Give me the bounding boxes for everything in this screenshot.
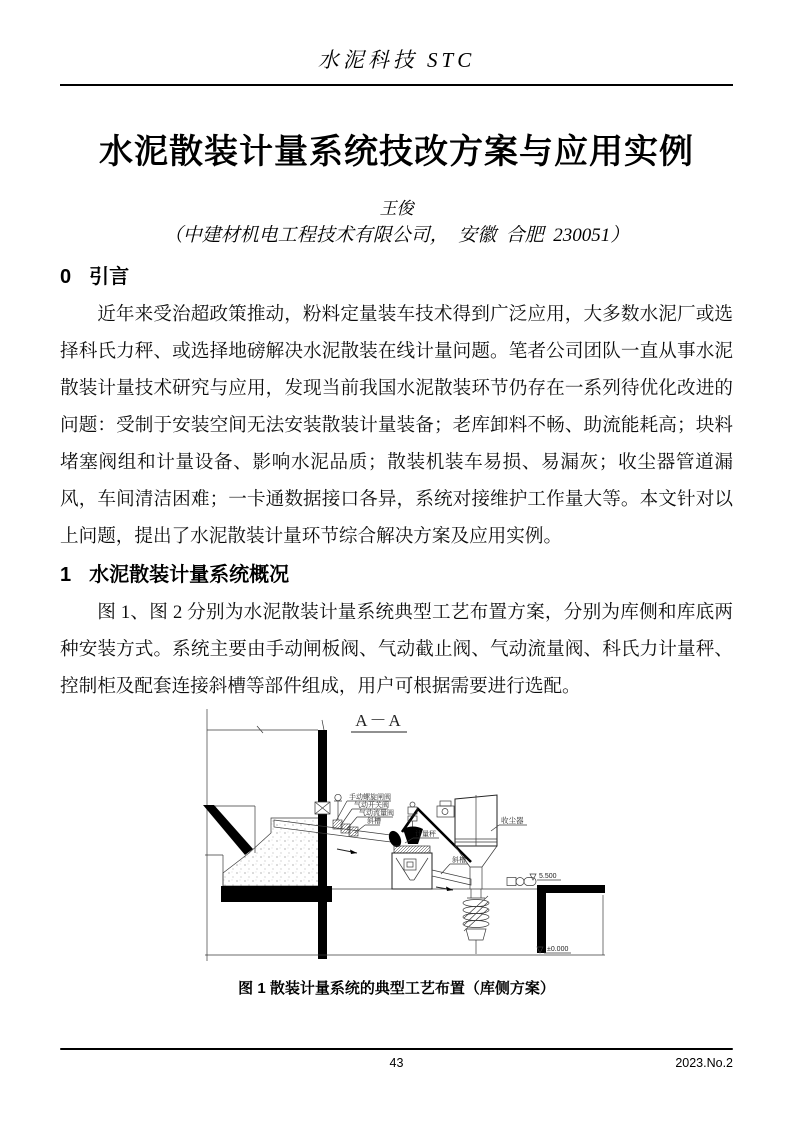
section-title: 水泥散装计量系统概况 <box>89 564 290 586</box>
label-dust-collector: 收尘器 <box>501 816 524 825</box>
pneumatic-switch-valve <box>341 824 350 833</box>
header-rule <box>60 84 733 86</box>
section-0-paragraph: 近年来受治超政策推动，粉料定量装车技术得到广泛应用，大多数水泥厂或选择科氏力秤、或选择地磅解决水泥散装在线计量问题。笔者公司团队一直从事水泥散装计量技术研究与应用，发现当前我国水泥散装环节仍存在一系列待优化改进的问题：受制于安装空间无法安装散装计量装备；老库卸料不畅、助流能耗高；块料堵塞阀组和计量设备、影响水泥品质；散装机装车易损、易漏灰；收尘器管道漏风，车间清洁困难；一卡通数据接口各异，系统对接维护工作量大等。本文针对以上问题，提出了水泥散装计量环节综合解决方案及应用实例。 <box>60 304 733 547</box>
article-author: 王俊 <box>379 199 414 218</box>
label-weighing-scale: 计量秤 <box>415 831 436 838</box>
weighing-scale-body <box>392 853 432 889</box>
silo-column <box>318 730 327 802</box>
label-pneumatic-flow-valve: 气动流量阀 <box>359 810 394 817</box>
figure-1-caption: 图 1 散装计量系统的典型工艺布置（库侧方案） <box>238 980 555 997</box>
label-manual-screw-gate-valve: 手动螺旋闸阀 <box>349 794 391 801</box>
silo-cone-wall <box>203 805 253 855</box>
section-heading-1 <box>60 558 289 587</box>
article-title: 水泥散装计量系统技改方案与应用实例 <box>99 133 694 171</box>
label-air-slide-lower: 斜槽 <box>452 857 466 864</box>
elevation-0000: ±0.000 <box>547 946 569 953</box>
dust-collector-fan <box>437 806 454 817</box>
figure-1 <box>187 703 607 973</box>
loading-spout-bellows <box>463 900 489 907</box>
concrete-silo-bottom <box>223 818 324 886</box>
section-heading-0 <box>60 260 129 289</box>
article-affiliation: （中建材机电工程技术有限公司， 安徽 合肥 230051） <box>163 225 630 246</box>
footer-rule <box>60 1048 733 1050</box>
section-number: 0 <box>60 266 72 288</box>
floor-slab <box>221 886 332 902</box>
journal-title: 水泥科技 STC <box>317 48 476 72</box>
page-number: 43 <box>389 1056 404 1070</box>
air-slide-lower <box>432 870 471 885</box>
label-pneumatic-switch-valve: 气动开关阀 <box>354 802 389 809</box>
label-air-slide-upper: 斜槽 <box>367 818 381 825</box>
right-wall <box>537 885 546 953</box>
issue-number: 2023.No.2 <box>675 1056 733 1070</box>
right-floor <box>537 885 605 893</box>
elevation-5500: 5.500 <box>539 873 557 880</box>
section-1-paragraph: 图 1、图 2 分别为水泥散装计量系统典型工艺布置方案，分别为库侧和库底两种安装方式。系统主要由手动闸板阀、气动截止阀、气动流量阀、科氏力计量秤、控制柜及配套连接斜槽等部件组成，用户可根据需要进行选配。 <box>60 602 733 697</box>
manual-valve <box>333 820 342 829</box>
section-number: 1 <box>60 564 72 586</box>
section-title: 引言 <box>89 266 130 288</box>
figure-1-drawing <box>187 703 607 973</box>
blower <box>507 878 516 886</box>
section-view-label: A－A <box>355 711 403 730</box>
